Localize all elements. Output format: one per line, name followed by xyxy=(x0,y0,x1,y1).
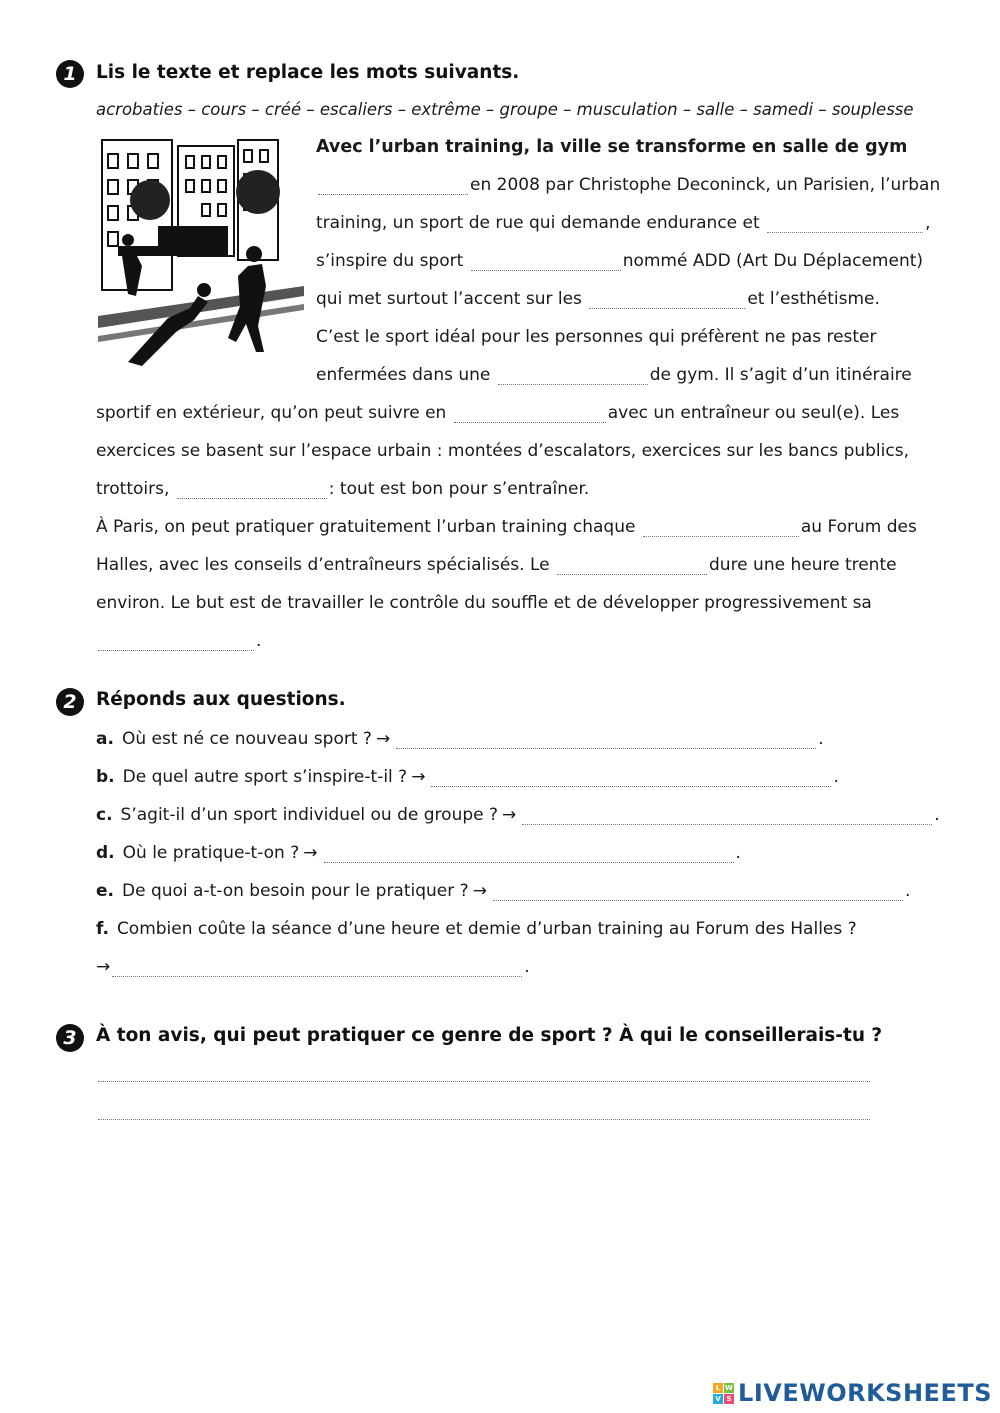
blank-6-input[interactable] xyxy=(454,406,606,423)
answer-a-input[interactable] xyxy=(396,732,816,749)
logo-block: V xyxy=(713,1394,723,1404)
answer-f-input[interactable] xyxy=(112,960,522,977)
question-text: De quoi a-t-on besoin pour le pratiquer ? xyxy=(122,881,469,901)
arrow-icon: → xyxy=(96,957,111,977)
answer-e-input[interactable] xyxy=(493,884,903,901)
question-text: S’agit-il d’un sport individuel ou de groupe ? xyxy=(120,805,499,825)
text-fragment: de gym. Il s’agit d’un itinéraire xyxy=(649,365,912,385)
blank-4-input[interactable] xyxy=(589,292,745,309)
text-fragment: training, un sport de rue qui demande endurance et xyxy=(316,213,760,233)
logo-block: W xyxy=(725,1383,733,1392)
text-fragment: en 2008 par Christophe Deconinck, un Parisien, l’urban xyxy=(470,175,941,195)
text-fragment: Halles, avec les conseils d’entraîneurs spécialisés. Le xyxy=(96,555,550,575)
text-fragment: : tout est bon pour s’entraîner. xyxy=(328,479,590,499)
text-line-5: C’est le sport idéal pour les personnes qui préfèrent ne pas rester xyxy=(316,327,877,347)
answer-b-input[interactable] xyxy=(431,770,831,787)
exercise-2-title: Réponds aux questions. xyxy=(96,689,346,710)
arrow-icon: → xyxy=(411,767,426,787)
exercise-3-number: 3 xyxy=(56,1024,84,1052)
question-b xyxy=(96,767,839,787)
article-title: Avec l’urban training, la ville se transforme en salle de gym xyxy=(316,137,908,157)
blank-9-input[interactable] xyxy=(557,558,707,575)
question-letter: a. xyxy=(96,729,114,749)
text-line-7 xyxy=(96,403,899,423)
text-line-3 xyxy=(316,251,923,271)
blank-8-input[interactable] xyxy=(643,520,799,537)
period: . xyxy=(818,729,824,749)
period: . xyxy=(833,767,839,787)
question-a xyxy=(96,729,824,749)
question-text: Combien coûte la séance d’une heure et demie d’urban training au Forum des Halles ? xyxy=(116,919,857,939)
logo-block: L xyxy=(713,1383,723,1393)
text-fragment: s’inspire du sport xyxy=(316,251,464,271)
exercise-1-title: Lis le texte et replace les mots suivants. xyxy=(96,62,520,83)
blank-2-input[interactable] xyxy=(767,216,923,233)
text-fragment: . xyxy=(256,631,262,651)
text-fragment: trottoirs, xyxy=(96,479,170,499)
period: . xyxy=(735,843,741,863)
arrow-icon: → xyxy=(303,843,318,863)
blank-5-input[interactable] xyxy=(498,368,648,385)
answer-f-line xyxy=(96,957,530,977)
arrow-icon: → xyxy=(375,729,391,749)
question-d xyxy=(96,843,741,863)
blank-10-input[interactable] xyxy=(98,634,254,651)
question-letter: b. xyxy=(96,767,115,787)
text-line-10 xyxy=(96,517,917,537)
text-line-8: exercices se basent sur l’espace urbain : montées d’escalators, exercices sur les bancs publics, xyxy=(96,441,909,461)
text-line-11 xyxy=(96,555,897,575)
question-e xyxy=(96,881,910,901)
text-line-12: environ. Le but est de travailler le contrôle du souffle et de développer progressivement sa xyxy=(96,593,872,613)
urban-training-illustration xyxy=(98,136,304,368)
answer-c-input[interactable] xyxy=(522,808,932,825)
word-bank: acrobaties – cours – créé – escaliers – extrême – groupe – musculation – salle – samedi – souplesse xyxy=(96,100,914,119)
text-fragment: sportif en extérieur, qu’on peut suivre en xyxy=(96,403,447,423)
blank-3-input[interactable] xyxy=(471,254,621,271)
text-line-4 xyxy=(316,289,880,309)
exercise-1-number: 1 xyxy=(56,60,84,88)
text-fragment: À Paris, on peut pratiquer gratuitement l’urban training chaque xyxy=(96,517,636,537)
period: . xyxy=(904,881,911,901)
logo-text: LIVEWORKSHEETS xyxy=(738,1379,992,1407)
text-fragment: , xyxy=(925,213,931,233)
question-text: Où est né ce nouveau sport ? xyxy=(121,729,372,749)
text-line-2 xyxy=(316,213,930,233)
text-fragment: qui met surtout l’accent sur les xyxy=(316,289,582,309)
period: . xyxy=(934,805,940,825)
logo-block: S xyxy=(724,1394,734,1404)
text-line-9 xyxy=(96,479,589,499)
period: . xyxy=(524,957,530,977)
text-line-6 xyxy=(316,365,912,385)
question-text: De quel autre sport s’inspire-t-il ? xyxy=(122,767,408,787)
answer-d-input[interactable] xyxy=(324,846,734,863)
answer-3-line-2[interactable] xyxy=(98,1103,870,1120)
exercise-3-title: À ton avis, qui peut pratiquer ce genre de sport ? À qui le conseillerais-tu ? xyxy=(96,1025,883,1046)
question-letter: e. xyxy=(96,881,114,901)
question-text: Où le pratique-t-on ? xyxy=(122,843,300,863)
text-fragment: dure une heure trente xyxy=(709,555,897,575)
arrow-icon: → xyxy=(502,805,517,825)
blank-1-input[interactable] xyxy=(318,178,468,195)
logo-blocks-icon xyxy=(713,1383,734,1404)
question-letter: d. xyxy=(96,843,115,863)
text-fragment: et l’esthétisme. xyxy=(747,289,880,309)
liveworksheets-logo xyxy=(713,1379,992,1407)
arrow-icon: → xyxy=(472,881,487,901)
text-fragment: au Forum des xyxy=(800,517,917,537)
blank-7-input[interactable] xyxy=(177,482,327,499)
text-line-13 xyxy=(96,631,261,651)
exercise-2-number: 2 xyxy=(56,688,84,716)
answer-3-line-1[interactable] xyxy=(98,1065,870,1082)
question-f xyxy=(96,919,857,939)
question-letter: f. xyxy=(96,919,109,939)
text-fragment: enfermées dans une xyxy=(316,365,491,385)
text-fragment: nommé ADD (Art Du Déplacement) xyxy=(622,251,924,271)
question-letter: c. xyxy=(96,805,113,825)
text-fragment: avec un entraîneur ou seul(e). Les xyxy=(607,403,900,423)
question-c xyxy=(96,805,940,825)
text-line-1 xyxy=(316,175,940,195)
